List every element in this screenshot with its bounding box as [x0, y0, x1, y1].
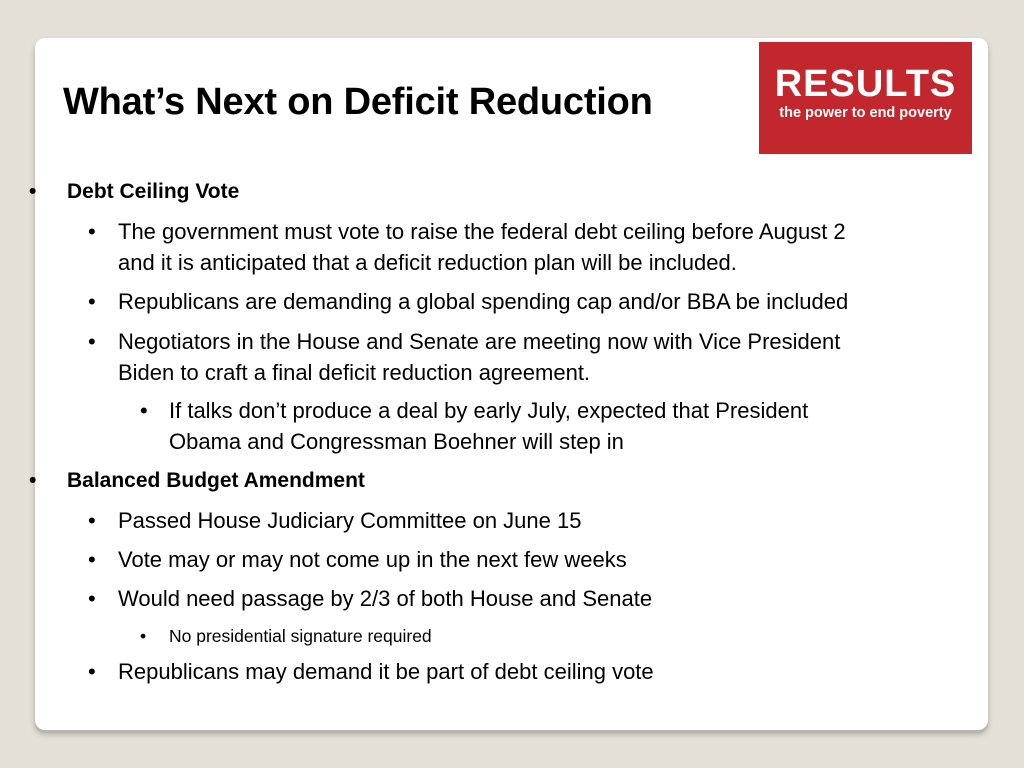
slide-content	[29, 38, 988, 730]
bullet-icon: •	[88, 547, 96, 572]
list-subitem: • If talks don’t produce a deal by early July, expected that President Obama and Congressman Boehner will step in	[140, 395, 808, 457]
list-item: • Republicans are demanding a global spending cap and/or BBA be included	[88, 286, 848, 317]
bullet-icon: •	[29, 180, 37, 203]
list-item: • Republicans may demand it be part of debt ceiling vote	[88, 656, 654, 687]
logo-tagline: the power to end poverty	[779, 105, 952, 121]
list-item: • Vote may or may not come up in the next few weeks	[88, 544, 627, 575]
list-subitem: • No presidential signature required	[140, 626, 432, 646]
bullet-icon: •	[88, 586, 96, 611]
bullet-icon: •	[88, 508, 96, 533]
bullet-icon: •	[88, 329, 96, 354]
section-heading-debt-ceiling: • Debt Ceiling Vote	[29, 177, 239, 207]
logo-name: RESULTS	[774, 63, 957, 105]
bullet-icon: •	[29, 469, 37, 492]
slide-title: What’s Next on Deficit Reduction	[63, 81, 653, 123]
bullet-icon: •	[140, 398, 148, 423]
bullet-icon: •	[140, 626, 147, 646]
section-heading-bba: • Balanced Budget Amendment	[29, 466, 365, 496]
list-item: • The government must vote to raise the federal debt ceiling before August 2 and it is anticipated that a deficit reduction plan will be included.	[88, 216, 846, 278]
list-item: • Passed House Judiciary Committee on June 15	[88, 505, 581, 536]
list-item: • Negotiators in the House and Senate are meeting now with Vice President Biden to craft a final deficit reduction agreement.	[88, 326, 840, 388]
bullet-icon: •	[88, 219, 96, 244]
bullet-icon: •	[88, 289, 96, 314]
bullet-icon: •	[88, 659, 96, 684]
list-item: • Would need passage by 2/3 of both House and Senate	[88, 583, 652, 614]
slide	[29, 38, 988, 730]
